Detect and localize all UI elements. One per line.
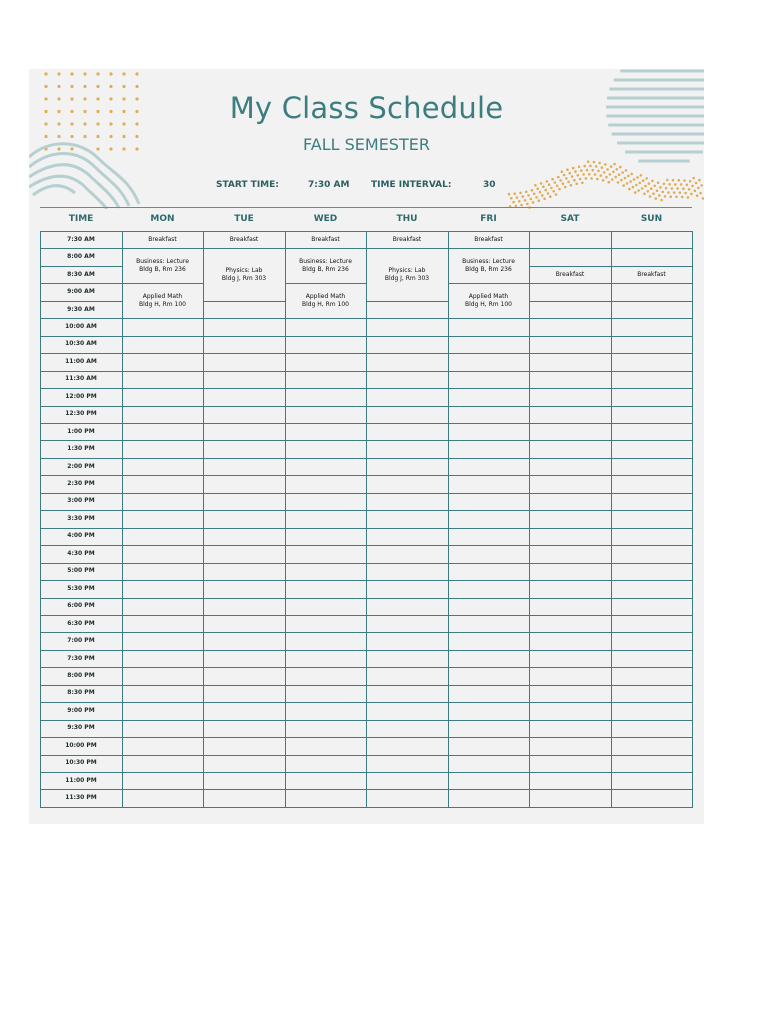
schedule-cell[interactable] [611,615,692,632]
schedule-cell[interactable] [203,406,285,423]
schedule-cell[interactable] [611,667,692,684]
time-slot-label: 8:00 PM [67,671,95,679]
schedule-cell[interactable] [448,789,529,806]
schedule-cell[interactable] [611,510,692,527]
schedule-cell[interactable] [448,563,529,580]
schedule-cell[interactable] [366,475,448,492]
time-slot-label: 11:00 PM [65,776,97,784]
schedule-cell[interactable] [611,789,692,806]
schedule-cell[interactable] [285,371,366,388]
time-slot-label: 8:30 PM [67,689,95,697]
grid-hline [203,807,286,808]
column-header-tue: TUE [234,214,254,224]
schedule-cell[interactable] [529,283,611,300]
schedule-cell[interactable] [448,597,529,614]
schedule-cell[interactable] [122,318,203,335]
schedule-cell[interactable] [611,493,692,510]
schedule-cell[interactable] [366,423,448,440]
schedule-cell[interactable] [529,702,611,719]
schedule-cell[interactable] [366,528,448,545]
schedule-event[interactable]: Breakfast [474,235,503,243]
schedule-cell[interactable] [611,301,692,318]
schedule-cell[interactable] [122,493,203,510]
schedule-cell[interactable] [285,580,366,597]
schedule-cell[interactable] [285,318,366,335]
schedule-cell[interactable] [448,458,529,475]
schedule-event[interactable]: Applied Math Bldg H, Rm 100 [464,292,512,308]
schedule-cell[interactable] [448,371,529,388]
schedule-cell[interactable] [366,371,448,388]
time-slot-label: 12:30 PM [65,410,97,418]
schedule-cell[interactable] [611,580,692,597]
schedule-cell[interactable] [366,440,448,457]
schedule-cell[interactable] [366,755,448,772]
schedule-cell[interactable] [611,388,692,405]
schedule-cell[interactable] [122,720,203,737]
schedule-sheet [29,69,704,824]
schedule-cell[interactable] [285,475,366,492]
schedule-cell[interactable] [122,563,203,580]
schedule-cell[interactable] [448,423,529,440]
schedule-cell[interactable] [203,580,285,597]
schedule-cell[interactable] [203,353,285,370]
schedule-cell[interactable] [285,528,366,545]
time-slot-label: 3:30 PM [67,514,95,522]
time-slot-label: 6:30 PM [67,619,95,627]
schedule-cell[interactable] [122,597,203,614]
schedule-cell[interactable] [366,510,448,527]
grid-hline [448,807,530,808]
grid-hline [529,807,612,808]
schedule-cell[interactable] [122,632,203,649]
schedule-cell[interactable] [122,650,203,667]
time-slot-label: 3:00 PM [67,497,95,505]
schedule-cell[interactable] [285,632,366,649]
schedule-cell[interactable] [611,650,692,667]
schedule-cell[interactable] [611,423,692,440]
schedule-cell[interactable] [122,737,203,754]
column-header-time: TIME [68,214,94,224]
schedule-cell[interactable] [285,510,366,527]
grid-hline [40,807,123,808]
grid-hline [611,807,693,808]
schedule-cell[interactable] [529,510,611,527]
schedule-cell[interactable] [529,475,611,492]
schedule-cell[interactable] [611,458,692,475]
schedule-cell[interactable] [122,371,203,388]
schedule-cell[interactable] [611,475,692,492]
schedule-cell[interactable] [529,667,611,684]
schedule-cell[interactable] [529,353,611,370]
time-slot-label: 8:00 AM [67,253,95,261]
schedule-cell[interactable] [611,563,692,580]
schedule-cell[interactable] [366,667,448,684]
schedule-cell[interactable] [611,597,692,614]
schedule-cell[interactable] [448,493,529,510]
schedule-cell[interactable] [203,493,285,510]
time-slot-label: 7:30 AM [67,235,95,243]
time-slot-label: 9:00 PM [67,706,95,714]
schedule-cell[interactable] [611,528,692,545]
schedule-event[interactable]: Applied Math Bldg H, Rm 100 [301,292,349,308]
schedule-cell[interactable] [529,493,611,510]
schedule-cell[interactable] [366,632,448,649]
schedule-cell[interactable] [529,789,611,806]
schedule-cell[interactable] [611,737,692,754]
time-slot-label: 10:00 PM [65,741,97,749]
time-slot-label: 11:30 AM [65,375,97,383]
time-slot-label: 6:00 PM [67,602,95,610]
schedule-cell[interactable] [529,336,611,353]
schedule-cell[interactable] [529,563,611,580]
time-slot-label: 2:00 PM [67,462,95,470]
schedule-cell[interactable] [203,720,285,737]
schedule-cell[interactable] [448,475,529,492]
schedule-cell[interactable] [366,563,448,580]
schedule-cell[interactable] [611,283,692,300]
schedule-cell[interactable] [529,737,611,754]
column-header-sat: SAT [560,214,580,224]
schedule-cell[interactable] [448,510,529,527]
schedule-cell[interactable] [203,528,285,545]
schedule-cell[interactable] [285,423,366,440]
schedule-cell[interactable] [366,702,448,719]
schedule-cell[interactable] [529,720,611,737]
schedule-cell[interactable] [529,545,611,562]
time-slot-label: 2:30 PM [67,480,95,488]
page-title: My Class Schedule [229,91,504,125]
schedule-cell[interactable] [529,632,611,649]
schedule-cell[interactable] [285,685,366,702]
schedule-cell[interactable] [285,755,366,772]
schedule-cell[interactable] [448,318,529,335]
schedule-cell[interactable] [203,510,285,527]
schedule-cell[interactable] [448,632,529,649]
schedule-cell[interactable] [529,597,611,614]
schedule-cell[interactable] [448,667,529,684]
schedule-cell[interactable] [448,755,529,772]
schedule-cell[interactable] [203,458,285,475]
schedule-cell[interactable] [611,248,692,265]
schedule-cell[interactable] [285,702,366,719]
schedule-cell[interactable] [203,318,285,335]
schedule-cell[interactable] [285,406,366,423]
schedule-event[interactable]: Breakfast [555,270,585,278]
time-slot-label: 1:00 PM [67,427,95,435]
schedule-cell[interactable] [529,580,611,597]
schedule-cell[interactable] [285,772,366,789]
schedule-cell[interactable] [529,772,611,789]
schedule-cell[interactable] [285,493,366,510]
schedule-cell[interactable] [611,406,692,423]
schedule-cell[interactable] [285,563,366,580]
schedule-cell[interactable] [122,336,203,353]
schedule-event[interactable]: Business: Lecture Bldg B, Rm 236 [299,257,352,273]
schedule-cell[interactable] [611,353,692,370]
schedule-cell[interactable] [203,371,285,388]
schedule-cell[interactable] [203,440,285,457]
time-interval-label: TIME INTERVAL: [371,180,452,190]
schedule-cell[interactable] [611,720,692,737]
schedule-cell[interactable] [366,493,448,510]
schedule-cell[interactable] [203,388,285,405]
schedule-cell[interactable] [122,580,203,597]
schedule-cell[interactable] [285,440,366,457]
schedule-cell[interactable] [366,580,448,597]
schedule-cell[interactable] [285,545,366,562]
schedule-cell[interactable] [203,737,285,754]
schedule-cell[interactable] [122,789,203,806]
schedule-cell[interactable] [448,685,529,702]
schedule-event[interactable]: Physics: Lab Bldg J, Rm 303 [221,266,267,282]
schedule-cell[interactable] [203,755,285,772]
schedule-cell[interactable] [122,423,203,440]
schedule-cell[interactable] [285,720,366,737]
schedule-cell[interactable] [611,231,692,248]
column-header-sun: SUN [640,214,663,224]
schedule-cell[interactable] [448,772,529,789]
schedule-cell[interactable] [285,667,366,684]
schedule-cell[interactable] [285,650,366,667]
schedule-cell[interactable] [203,632,285,649]
grid-hline [285,807,367,808]
schedule-cell[interactable] [529,301,611,318]
schedule-cell[interactable] [529,650,611,667]
schedule-cell[interactable] [285,458,366,475]
time-slot-label: 5:30 PM [67,584,95,592]
schedule-cell[interactable] [122,388,203,405]
time-slot-label: 11:30 PM [65,794,97,802]
grid-hline [366,807,449,808]
schedule-cell[interactable] [529,440,611,457]
schedule-cell[interactable] [529,231,611,248]
page-subtitle: FALL SEMESTER [303,135,430,154]
schedule-cell[interactable] [203,336,285,353]
schedule-cell[interactable] [203,545,285,562]
schedule-cell[interactable] [366,720,448,737]
schedule-cell[interactable] [203,563,285,580]
time-slot-label: 8:30 AM [67,270,95,278]
schedule-cell[interactable] [529,458,611,475]
schedule-cell[interactable] [448,388,529,405]
schedule-cell[interactable] [203,685,285,702]
schedule-event[interactable]: Business: Lecture Bldg B, Rm 236 [462,257,515,273]
schedule-cell[interactable] [448,702,529,719]
schedule-cell[interactable] [122,528,203,545]
schedule-cell[interactable] [611,336,692,353]
schedule-cell[interactable] [366,685,448,702]
schedule-cell[interactable] [285,353,366,370]
schedule-cell[interactable] [122,475,203,492]
schedule-event[interactable]: Physics: Lab Bldg J, Rm 303 [384,266,430,282]
schedule-cell[interactable] [285,615,366,632]
schedule-cell[interactable] [203,615,285,632]
schedule-cell[interactable] [285,789,366,806]
time-slot-label: 7:00 PM [67,637,95,645]
schedule-cell[interactable] [611,772,692,789]
time-slot-label: 7:30 PM [67,654,95,662]
schedule-cell[interactable] [366,458,448,475]
schedule-cell[interactable] [611,755,692,772]
schedule-cell[interactable] [366,650,448,667]
schedule-cell[interactable] [285,737,366,754]
schedule-cell[interactable] [122,685,203,702]
schedule-cell[interactable] [529,685,611,702]
schedule-cell[interactable] [529,423,611,440]
schedule-event[interactable]: Breakfast [311,235,340,243]
time-slot-label: 9:30 AM [67,305,95,313]
schedule-grid [29,69,704,824]
schedule-cell[interactable] [529,248,611,265]
schedule-cell[interactable] [611,318,692,335]
schedule-cell[interactable] [448,545,529,562]
schedule-cell[interactable] [529,388,611,405]
schedule-cell[interactable] [611,371,692,388]
schedule-cell[interactable] [529,371,611,388]
schedule-event[interactable]: Applied Math Bldg H, Rm 100 [138,292,186,308]
schedule-event[interactable]: Breakfast [229,235,259,243]
schedule-cell[interactable] [448,737,529,754]
schedule-cell[interactable] [203,597,285,614]
schedule-cell[interactable] [366,336,448,353]
time-slot-label: 10:30 AM [65,340,97,348]
schedule-cell[interactable] [122,440,203,457]
schedule-cell[interactable] [611,440,692,457]
schedule-event[interactable]: Breakfast [637,270,666,278]
schedule-cell[interactable] [203,772,285,789]
schedule-cell[interactable] [366,353,448,370]
schedule-cell[interactable] [611,702,692,719]
schedule-cell[interactable] [611,685,692,702]
schedule-cell[interactable] [285,597,366,614]
time-slot-label: 10:30 PM [65,759,97,767]
time-slot-label: 4:30 PM [67,549,95,557]
schedule-event[interactable]: Breakfast [392,235,422,243]
schedule-cell[interactable] [448,528,529,545]
start-time-label: START TIME: [216,180,279,190]
schedule-cell[interactable] [203,423,285,440]
time-slot-label: 4:00 PM [67,532,95,540]
schedule-cell[interactable] [285,336,366,353]
schedule-cell[interactable] [448,720,529,737]
schedule-cell[interactable] [122,615,203,632]
schedule-event[interactable]: Breakfast [148,235,177,243]
time-slot-label: 10:00 AM [65,322,97,330]
grid-hline [122,807,204,808]
schedule-cell[interactable] [122,353,203,370]
schedule-cell[interactable] [448,406,529,423]
schedule-cell[interactable] [203,301,285,318]
schedule-cell[interactable] [122,667,203,684]
schedule-cell[interactable] [448,615,529,632]
schedule-cell[interactable] [366,772,448,789]
schedule-cell[interactable] [448,650,529,667]
schedule-cell[interactable] [122,755,203,772]
schedule-cell[interactable] [366,737,448,754]
schedule-cell[interactable] [366,406,448,423]
schedule-cell[interactable] [122,510,203,527]
schedule-cell[interactable] [203,667,285,684]
schedule-cell[interactable] [611,545,692,562]
schedule-cell[interactable] [122,458,203,475]
column-header-fri: FRI [480,214,497,224]
schedule-cell[interactable] [203,789,285,806]
schedule-cell[interactable] [366,301,448,318]
schedule-cell[interactable] [529,528,611,545]
schedule-cell[interactable] [122,545,203,562]
schedule-cell[interactable] [366,789,448,806]
time-slot-label: 9:30 PM [67,724,95,732]
column-header-thu: THU [396,214,418,224]
schedule-cell[interactable] [366,597,448,614]
schedule-cell[interactable] [448,353,529,370]
schedule-event[interactable]: Business: Lecture Bldg B, Rm 236 [136,257,189,273]
schedule-cell[interactable] [611,632,692,649]
start-time-value[interactable]: 7:30 AM [308,180,350,190]
schedule-cell[interactable] [366,615,448,632]
time-interval-value[interactable]: 30 [483,180,496,190]
schedule-cell[interactable] [122,406,203,423]
schedule-cell[interactable] [122,702,203,719]
time-slot-label: 11:00 AM [65,357,97,365]
schedule-cell[interactable] [448,440,529,457]
schedule-cell[interactable] [203,650,285,667]
schedule-cell[interactable] [529,406,611,423]
schedule-cell[interactable] [122,772,203,789]
schedule-cell[interactable] [366,545,448,562]
time-slot-label: 5:00 PM [67,567,95,575]
time-slot-label: 1:30 PM [67,445,95,453]
schedule-cell[interactable] [203,475,285,492]
schedule-cell[interactable] [203,702,285,719]
time-slot-label: 9:00 AM [67,288,95,296]
time-slot-label: 12:00 PM [65,392,97,400]
column-header-mon: MON [150,214,175,224]
schedule-cell[interactable] [529,318,611,335]
schedule-cell[interactable] [448,336,529,353]
schedule-cell[interactable] [448,580,529,597]
schedule-cell[interactable] [529,615,611,632]
schedule-cell[interactable] [366,318,448,335]
schedule-cell[interactable] [529,755,611,772]
schedule-cell[interactable] [285,388,366,405]
schedule-cell[interactable] [366,388,448,405]
column-header-wed: WED [313,214,338,224]
